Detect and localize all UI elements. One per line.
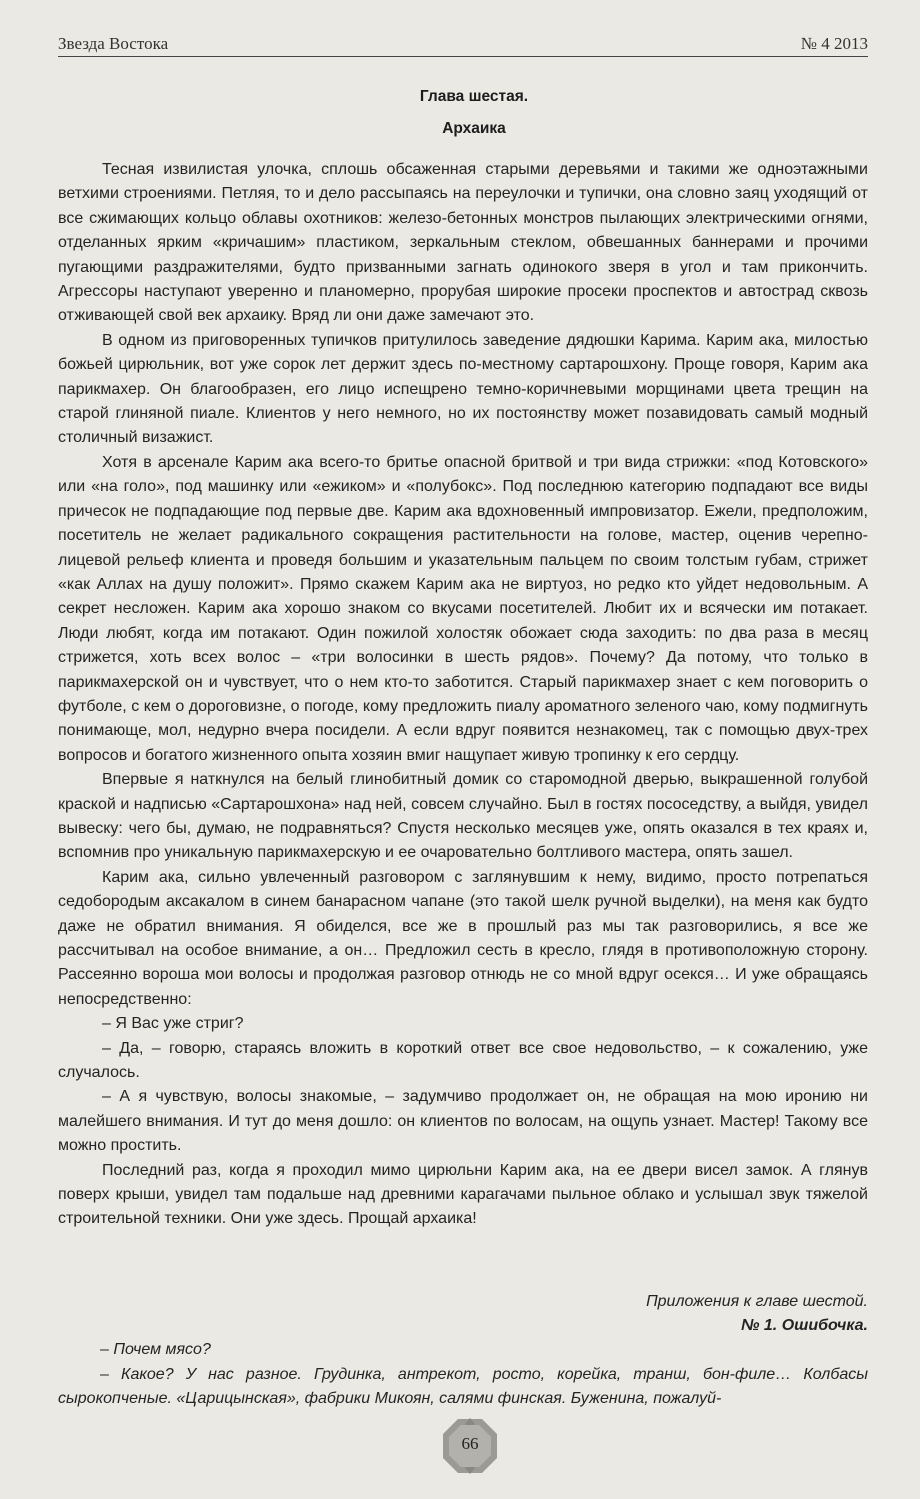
main-text — [58, 158, 868, 1232]
paragraph: Последний раз, когда я проходил мимо цирюльни Карим ака, на ее двери висел замок. А глянув поверх крыши, увидел там подальше над древними карагачами пыльное облако и услышал звук тяжелой строительной техники. Они уже здесь. Прощай архаика! — [58, 1161, 868, 1228]
chapter-title: Архаика — [442, 120, 506, 137]
dialogue-line: – Почем мясо? — [100, 1341, 211, 1359]
issue-number: № 4 2013 — [800, 34, 868, 53]
page-number: 66 — [461, 1434, 479, 1453]
appendix-subheading: № 1. Ошибочка. — [741, 1317, 868, 1335]
dialogue-line: – Да, – говорю, стараясь вложить в короткий ответ все свое недовольство, – к сожалению, уже случалось. — [58, 1039, 868, 1082]
paragraph: Хотя в арсенале Карим ака всего-то бритье опасной бритвой и три вида стрижки: «под Котовского» или «на голо», под машинку или «ежиком» и «полубокс». Под последнюю категорию подпадают все виды причесок не подпадающие под первые две. Карим ака вдохновенный импровизатор. Ежели, предположим, посетитель не желает радикального сокращения растительности на голове, мастер, оценив черепно-лицевой рельеф клиента и проведя большим и указательным пальцем по своим толстым губам, стрижет «как Аллах на душу положит». Прямо скажем Карим ака не виртуоз, но редко кто уйдет недовольным. А секрет несложен. Карим ака хорошо знаком со вкусами посетителей. Любит их и всячески им потакает. Люди любят, когда им потакают. Один пожилой холостяк обожает сюда заходить: по два раза в месяц стрижется, хоть всех волос – «три волосинки в шесть рядов». Почему? Да потому, что только в парикмахерской он и чувствует, что о нем кто-то заботится. Старый парикмахер знает с кем поговорить о футболе, с кем о дороговизне, о погоде, кому предложить пиалу ароматного зеленого чаю, кому подмигнуть понимающе, мол, недурно вчера посидели. А если вдруг появится незнакомец, так с помощью двух-трех вопросов и богатого жизненного опыта хозяин вмиг нащупает живую тропинку к его сердцу. — [58, 453, 868, 764]
dialogue-line: – Я Вас уже стриг? — [102, 1015, 244, 1033]
paragraph: Карим ака, сильно увлеченный разговором с заглянувшим к нему, видимо, просто потрепаться седобородым аксакалом в синем банарасном чапане (это такой шелк ручной выделки), на меня как будто даже не обратил внимания. Я обиделся, все же в прошлый раз мы так разговорились, я все же рассчитывал на особое внимание, а он… Предложил сесть в кресло, глядя в противоположную сторону. Рассеянно вороша мои волосы и продолжая разговор отнюдь не со мной вдруг осекся… И уже обращаясь непосредственно: — [58, 868, 868, 1008]
chapter-number: Глава шестая. — [419, 88, 529, 105]
paragraph: Тесная извилистая улочка, сплошь обсаженная старыми деревьями и такими же одноэтажными ветхими строениями. Петляя, то и дело рассыпаясь на переулочки и тупички, она словно заяц уходящий от все сжимающих кольцо облавы охотников: железо-бетонных монстров пылающих электрическими огнями, отделанных ярким «кричашим» пластиком, зеркальным стеклом, обвешанных баннерами и прочими пугающими раздражителями, будто призванными загнать одинокого зверя в угол и там прикончить. Агрессоры наступают уверенно и планомерно, прорубая широкие просеки проспектов и автострад сквозь отживающей свой век архаику. Вряд ли они даже замечают это. — [58, 161, 868, 325]
journal-title: Звезда Востока — [58, 34, 169, 53]
paragraph: Впервые я наткнулся на белый глинобитный домик со старомодной дверью, выкрашенной голубой краской и надписью «Сартарошхона» над ней, совсем случайно. Был в гостях пососедству, а выйдя, увидел вывеску: чего бы, думаю, не подравняться? Спустя несколько месяцев уже, опять оказался в тех краях и, вспомнив про уникальную парикмахерскую и ее очаровательно болтливого мастера, опять зашел. — [58, 771, 868, 862]
appendix-heading: Приложения к главе шестой. — [646, 1293, 868, 1310]
dialogue-line: – Какое? У нас разное. Грудинка, антрекот, росто, корейка, транш, бон-филе… Колбасы сырокопченые. «Царицынская», фабрики Микоян, салями финская. Буженина, пожалуй- — [58, 1365, 868, 1407]
dialogue-line: – А я чувствую, волосы знакомые, – задумчиво продолжает он, не обращая на мою иронию ни малейшего внимания. И тут до меня дошло: он клиентов по волосам, на ощупь узнает. Мастер! Такому все можно простить. — [58, 1088, 868, 1155]
page-number-badge — [441, 1417, 499, 1475]
paragraph: В одном из приговоренных тупичков притулилось заведение дядюшки Карима. Карим ака, милостью божьей цирюльник, вот уже сорок лет держит здесь по-местному сартарошхону. Проще говоря, Карим ака парикмахер. Он благообразен, его лицо испещрено темно-коричневыми морщинами цвета трещин на старой глиняной пиале. Клиентов у него немного, но их постоянству может позавидовать самый модный столичный визажист. — [58, 331, 868, 447]
appendix-section — [58, 1290, 868, 1411]
running-header — [58, 30, 868, 57]
